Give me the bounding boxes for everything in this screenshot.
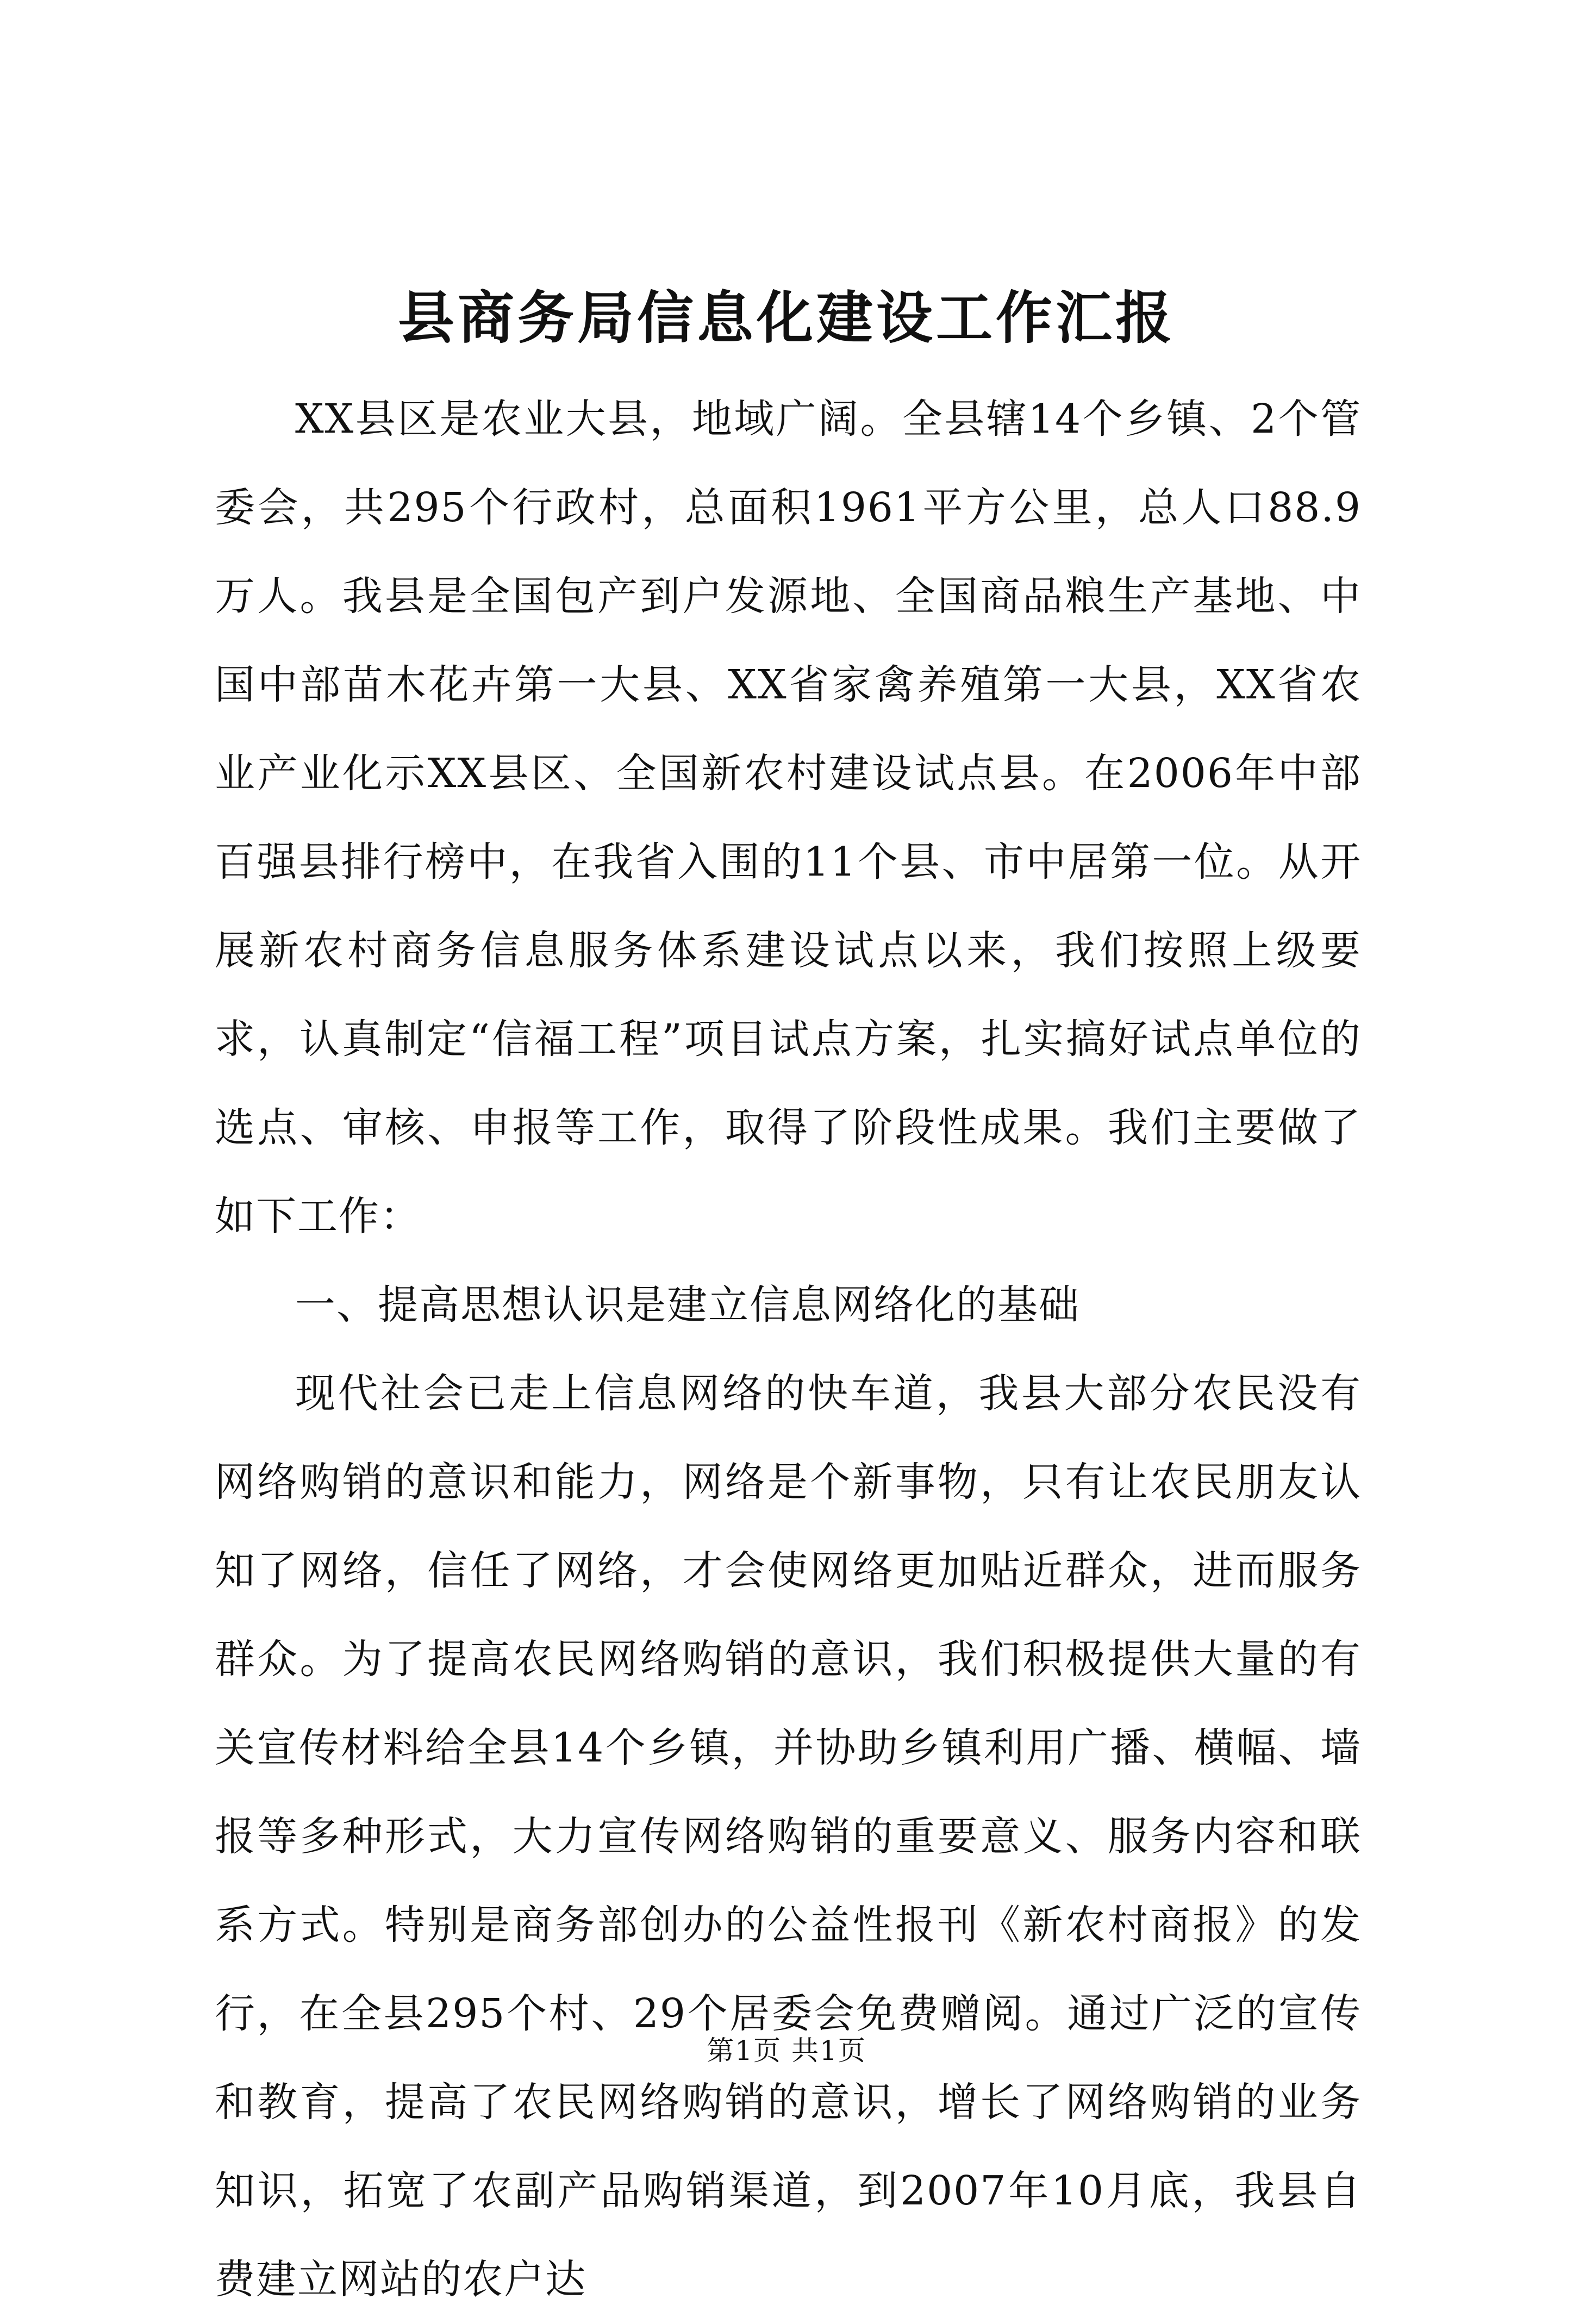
- document-title: 县商务局信息化建设工作汇报: [397, 284, 1175, 351]
- section-heading: 一、提高思想认识是建立信息网络化的基础: [295, 1282, 1080, 1328]
- page-number-footer: 第1页 共1页: [707, 2035, 866, 2066]
- section-paragraph: 现代社会已走上信息网络的快车道，我县大部分农民没有网络购销的意识和能力，网络是个新事物，只有让农民朋友认知了网络，信任了网络，才会使网络更加贴近群众，进而服务群众。为了提高农民网络购销的意识，我们积极提供大量的有关宣传材料给全县14个乡镇，并协助乡镇利用广播、横幅、墙报等多种形式，大力宣传网络购销的重要意义、服务内容和联系方式。特别是商务部创办的公益性报刊《新农村商报》的发行，在全县295个村、29个居委会免费赠阅。通过广泛的宣传和教育，提高了农民网络购销的意识，增长了网络购销的业务知识，拓宽了农副产品购销渠道，到2007年10月底，我县自费建立网站的农户达: [215, 1370, 1362, 2303]
- intro-paragraph: XX县区是农业大县，地域广阔。全县辖14个乡镇、2个管委会，共295个行政村，总面积1961平方公里，总人口88.9万人。我县是全国包产到户发源地、全国商品粮生产基地、中国中部苗木花卉第一大县、XX省家禽养殖第一大县，XX省农业产业化示XX县区、全国新农村建设试点县。在2006年中部百强县排行榜中，在我省入围的11个县、市中居第一位。从开展新农村商务信息服务体系建设试点以来，我们按照上级要求，认真制定“信福工程”项目试点方案，扎实搞好试点单位的选点、审核、申报等工作，取得了阶段性成果。我们主要做了如下工作：: [215, 396, 1362, 1240]
